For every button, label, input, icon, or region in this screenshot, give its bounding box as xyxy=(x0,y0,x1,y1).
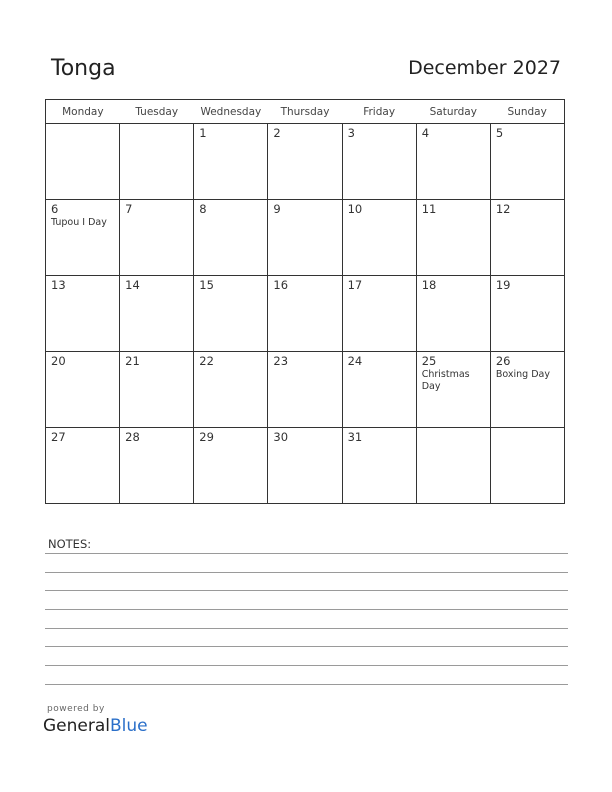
day-number: 8 xyxy=(199,202,207,216)
day-cell xyxy=(416,428,490,504)
day-number: 9 xyxy=(273,202,281,216)
day-cell xyxy=(194,200,268,276)
day-number: 30 xyxy=(273,430,289,444)
day-cell xyxy=(490,200,564,276)
notes-label: NOTES: xyxy=(48,537,92,551)
day-number: 1 xyxy=(199,126,207,140)
day-cell xyxy=(490,124,564,200)
day-number: 7 xyxy=(125,202,133,216)
weekday-header: Sunday xyxy=(490,100,564,124)
holiday-label: Boxing Day xyxy=(495,369,550,380)
day-cell xyxy=(268,124,342,200)
day-cell xyxy=(46,124,120,200)
day-cell xyxy=(416,200,490,276)
day-cell xyxy=(490,276,564,352)
day-number: 3 xyxy=(347,126,355,140)
day-number: 12 xyxy=(495,202,511,216)
month-year-title: December 2027 xyxy=(408,57,561,79)
day-cell xyxy=(268,352,342,428)
weekday-header: Thursday xyxy=(268,100,342,124)
day-cell xyxy=(342,200,416,276)
day-cell xyxy=(268,276,342,352)
day-cell xyxy=(120,352,194,428)
day-number: 15 xyxy=(199,278,214,292)
brand-logo[interactable] xyxy=(43,716,148,736)
country-title: Tonga xyxy=(51,56,116,81)
weekday-header: Friday xyxy=(342,100,416,124)
day-cell xyxy=(416,124,490,200)
day-number: 24 xyxy=(347,354,363,368)
day-cell xyxy=(342,428,416,504)
day-number: 10 xyxy=(347,202,363,216)
weekday-header: Tuesday xyxy=(120,100,194,124)
day-number: 27 xyxy=(51,430,66,444)
day-cell xyxy=(342,276,416,352)
day-number: 11 xyxy=(421,202,437,216)
day-cell xyxy=(194,428,268,504)
day-number: 25 xyxy=(421,354,437,368)
weekday-header: Saturday xyxy=(416,100,490,124)
calendar-grid xyxy=(45,99,565,504)
powered-by-text: powered by xyxy=(47,704,105,714)
brand-general: General xyxy=(43,716,110,736)
note-line xyxy=(45,628,568,629)
note-line xyxy=(45,572,568,573)
day-number: 5 xyxy=(495,126,504,140)
day-number: 13 xyxy=(51,278,66,292)
day-cell xyxy=(194,276,268,352)
day-number: 28 xyxy=(125,430,140,444)
day-number: 17 xyxy=(347,278,363,292)
day-number: 21 xyxy=(125,354,140,368)
holiday-label: Christmas Day xyxy=(421,369,470,392)
day-cell xyxy=(416,276,490,352)
day-number: 26 xyxy=(495,354,511,368)
day-cell xyxy=(46,200,120,276)
day-cell xyxy=(120,124,194,200)
day-cell xyxy=(120,276,194,352)
day-number: 4 xyxy=(421,126,430,140)
day-number: 23 xyxy=(273,354,289,368)
day-number: 18 xyxy=(421,278,437,292)
day-number: 16 xyxy=(273,278,289,292)
week-row xyxy=(46,352,565,428)
day-cell xyxy=(490,352,564,428)
day-number: 31 xyxy=(347,430,363,444)
day-cell xyxy=(342,124,416,200)
day-cell xyxy=(194,124,268,200)
brand-blue: Blue xyxy=(110,716,148,736)
day-number: 14 xyxy=(125,278,140,292)
day-cell xyxy=(120,200,194,276)
day-cell xyxy=(268,200,342,276)
note-line xyxy=(45,646,568,647)
week-row xyxy=(46,428,565,504)
day-number: 20 xyxy=(51,354,66,368)
day-cell xyxy=(46,276,120,352)
day-number: 6 xyxy=(51,202,59,216)
day-cell xyxy=(194,352,268,428)
week-row xyxy=(46,276,565,352)
day-cell xyxy=(46,352,120,428)
weekday-header: Wednesday xyxy=(194,100,268,124)
weekday-header-row xyxy=(46,100,565,124)
note-line xyxy=(45,684,568,685)
note-line xyxy=(45,553,568,554)
note-line xyxy=(45,609,568,610)
day-number: 2 xyxy=(273,126,281,140)
week-row xyxy=(46,124,565,200)
day-number: 22 xyxy=(199,354,214,368)
note-line xyxy=(45,665,568,666)
day-cell xyxy=(120,428,194,504)
day-number: 29 xyxy=(199,430,214,444)
day-cell xyxy=(268,428,342,504)
week-row xyxy=(46,200,565,276)
day-number: 19 xyxy=(495,278,511,292)
note-line xyxy=(45,590,568,591)
day-cell xyxy=(342,352,416,428)
day-cell xyxy=(46,428,120,504)
day-cell xyxy=(416,352,490,428)
holiday-label: Tupou I Day xyxy=(51,217,107,228)
day-cell xyxy=(490,428,564,504)
weekday-header: Monday xyxy=(46,100,120,124)
